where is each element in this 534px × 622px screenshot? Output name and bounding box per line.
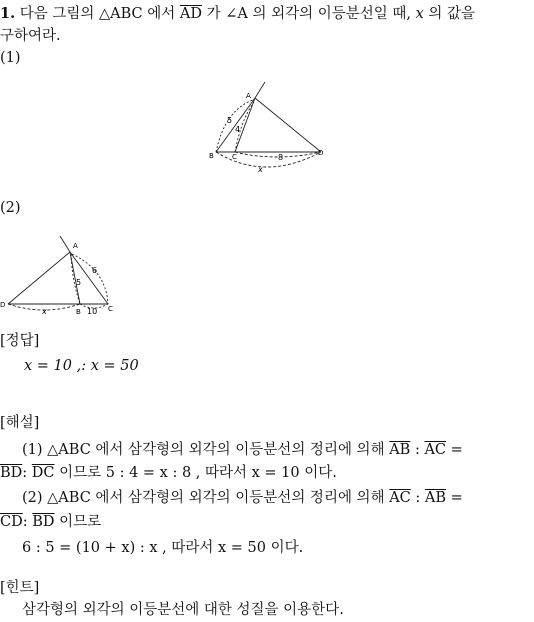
solution-2-line-2	[0, 512, 101, 532]
solution-1-line-2	[0, 463, 337, 483]
problem-stem-prefix: 다음 그림의 △ABC 에서	[19, 6, 176, 22]
solution-header: [해설]	[0, 415, 40, 431]
label-D: D	[0, 301, 6, 309]
variable-x: x	[415, 6, 424, 22]
label-D: D	[318, 149, 324, 157]
ratio-colon: :	[415, 490, 421, 506]
label-ab: 5	[227, 116, 233, 125]
part-2-label: (2)	[0, 200, 21, 216]
problem-line-1	[0, 4, 475, 24]
label-ab: 5	[76, 278, 82, 287]
label-B: B	[209, 152, 214, 160]
answer-header: [정답]	[0, 333, 40, 349]
problem-number: 1.	[0, 5, 16, 22]
line-ad	[255, 98, 321, 152]
ratio-colon: :	[22, 465, 28, 481]
segment-ac: $\overline{AC}$	[389, 490, 411, 506]
segment-bd: $\overline{BD}$	[0, 465, 23, 481]
equals-sign: =	[450, 442, 463, 458]
ratio-colon: :	[414, 442, 420, 458]
solution-1-conclusion: 이므로 5 : 4 = x : 8 , 따라서 x = 10 이다.	[59, 465, 337, 481]
ratio-colon: :	[22, 514, 28, 530]
segment-dc: $\overline{DC}$	[31, 465, 55, 481]
solution-2-conclusion: 6 : 5 = (10 + x) : x , 따라서 x = 50 이다.	[22, 540, 304, 556]
solution-2-text: (2) △ABC 에서 삼각형의 외각의 이등분선의 정리에 의해	[22, 490, 385, 506]
segment-ab: $\overline{AB}$	[389, 442, 411, 458]
label-ac: 4	[235, 125, 241, 134]
segment-bd: $\overline{BD}$	[32, 514, 55, 530]
label-ac: 6	[92, 266, 98, 275]
label-bc: 10	[87, 307, 98, 316]
label-x: x	[42, 307, 47, 316]
solution-1-text: (1) △ABC 에서 삼각형의 외각의 이등분선의 정리에 의해	[22, 442, 385, 458]
line-ad	[8, 252, 70, 304]
hint-text: 삼각형의 외각의 이등분선에 대한 성질을 이용한다.	[22, 602, 344, 618]
label-C: C	[232, 153, 237, 161]
segment-cd: $\overline{CD}$	[0, 514, 23, 530]
problem-line-2: 구하여라.	[0, 28, 61, 44]
line-extension	[60, 236, 70, 252]
hint-header: [힌트]	[0, 580, 40, 596]
figure-1	[205, 80, 335, 180]
label-cd: 8	[278, 153, 284, 162]
line-extension	[255, 82, 265, 98]
segment-ad: $\overline{AD}$	[179, 6, 202, 22]
label-A: A	[246, 92, 251, 100]
solution-2-line-1	[22, 488, 463, 508]
label-A: A	[73, 242, 78, 250]
part-1-label: (1)	[0, 50, 21, 66]
problem-stem-suffix: 의 값을	[428, 6, 476, 22]
label-C: C	[108, 305, 113, 313]
problem-stem-mid: 가 ∠A 의 외각의 이등분선일 때,	[206, 6, 411, 22]
segment-ab: $\overline{AB}$	[424, 490, 447, 506]
label-x: x	[258, 165, 263, 174]
solution-1-line-1	[22, 440, 463, 460]
label-B: B	[76, 308, 81, 316]
answer-text: x = 10 ,: x = 50	[24, 358, 139, 374]
equals-sign: =	[450, 490, 463, 506]
segment-ac: $\overline{AC}$	[424, 442, 447, 458]
figure-2	[0, 230, 130, 320]
solution-2-therefore: 이므로	[59, 514, 102, 530]
